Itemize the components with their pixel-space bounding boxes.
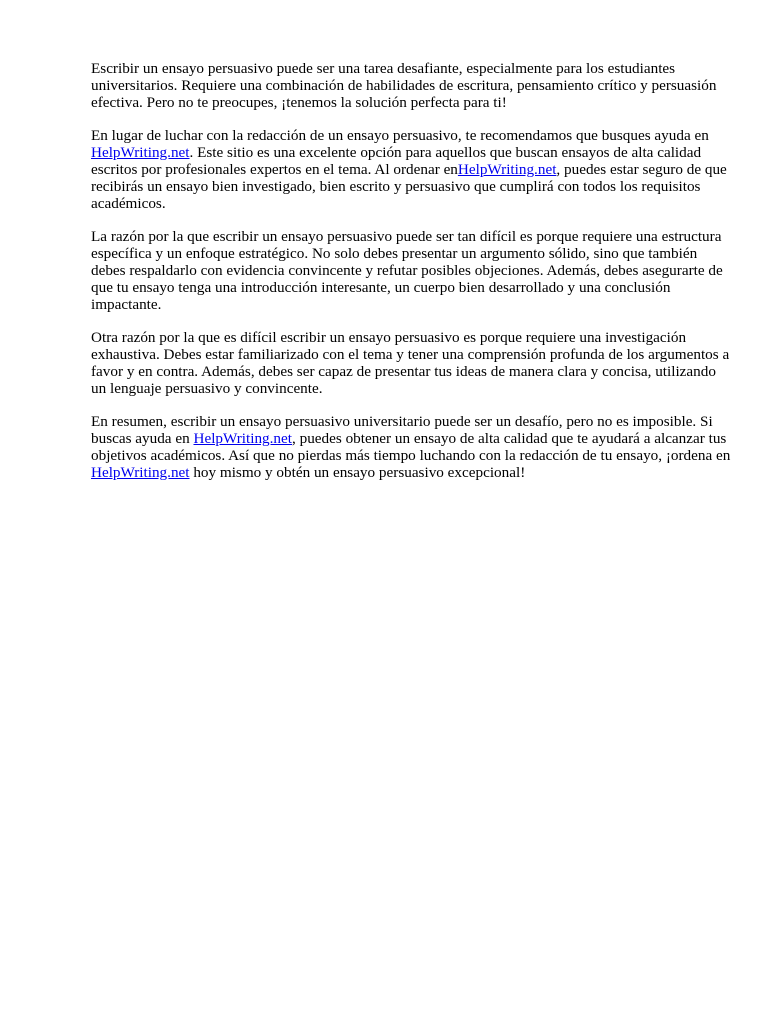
paragraph-research: Otra razón por la que es difícil escribir un ensayo persuasivo es porque requiere una investigación exhaustiva. Debes estar familiarizado con el tema y tener una comprensión profunda de los argumentos a favor y en contra. Además, debes ser capaz de presentar tus ideas de manera clara y concisa, utilizando un lenguaje persuasivo y convincente. — [91, 329, 730, 397]
paragraph-summary-text-1: En resumen, escribir un ensayo persuasivo universitario puede ser un desafío, pero no es imposible. Si buscas ayuda en — [91, 413, 713, 447]
helpwriting-link-1[interactable]: HelpWriting.net — [91, 144, 190, 161]
document-page — [91, 60, 731, 497]
paragraph-recommendation-text-1: En lugar de luchar con la redacción de un ensayo persuasivo, te recomendamos que busques ayuda en — [91, 127, 709, 144]
paragraph-recommendation-text-2: . Este sitio es una excelente opción para aquellos que buscan ensayos de alta calidad escritos por profesionales expertos en el tema. Al ordenar en — [91, 144, 702, 178]
paragraph-summary-text-3: hoy mismo y obtén un ensayo persuasivo excepcional! — [189, 464, 526, 481]
paragraph-difficulty: La razón por la que escribir un ensayo persuasivo puede ser tan difícil es porque requiere una estructura específica y un enfoque estratégico. No solo debes presentar un argumento sólido, sino que también debes respaldarlo con evidencia convincente y refutar posibles objeciones. Además, debes asegurarte de que tu ensayo tenga una introducción interesante, un cuerpo bien desarrollado y una conclusión impactante. — [91, 228, 723, 313]
helpwriting-link-3[interactable]: HelpWriting.net — [193, 430, 292, 447]
paragraph-recommendation — [91, 127, 731, 212]
helpwriting-link-2[interactable]: HelpWriting.net — [457, 161, 557, 178]
paragraph-intro: Escribir un ensayo persuasivo puede ser una tarea desafiante, especialmente para los estudiantes universitarios. Requiere una combinación de habilidades de escritura, pensamiento crítico y persuasión efectiva. Pero no te preocupes, ¡tenemos la solución perfecta para ti! — [91, 60, 717, 111]
helpwriting-link-4[interactable]: HelpWriting.net — [91, 464, 190, 481]
paragraph-recommendation-text-3: , puedes estar seguro de que recibirás un ensayo bien investigado, bien escrito y persuasivo que cumplirá con todos los requisitos académicos. — [91, 161, 727, 212]
paragraph-summary — [91, 413, 731, 481]
paragraph-summary-text-2: , puedes obtener un ensayo de alta calidad que te ayudará a alcanzar tus objetivos académicos. Así que no pierdas más tiempo luchando con la redacción de tu ensayo, ¡ordena en — [91, 430, 731, 464]
